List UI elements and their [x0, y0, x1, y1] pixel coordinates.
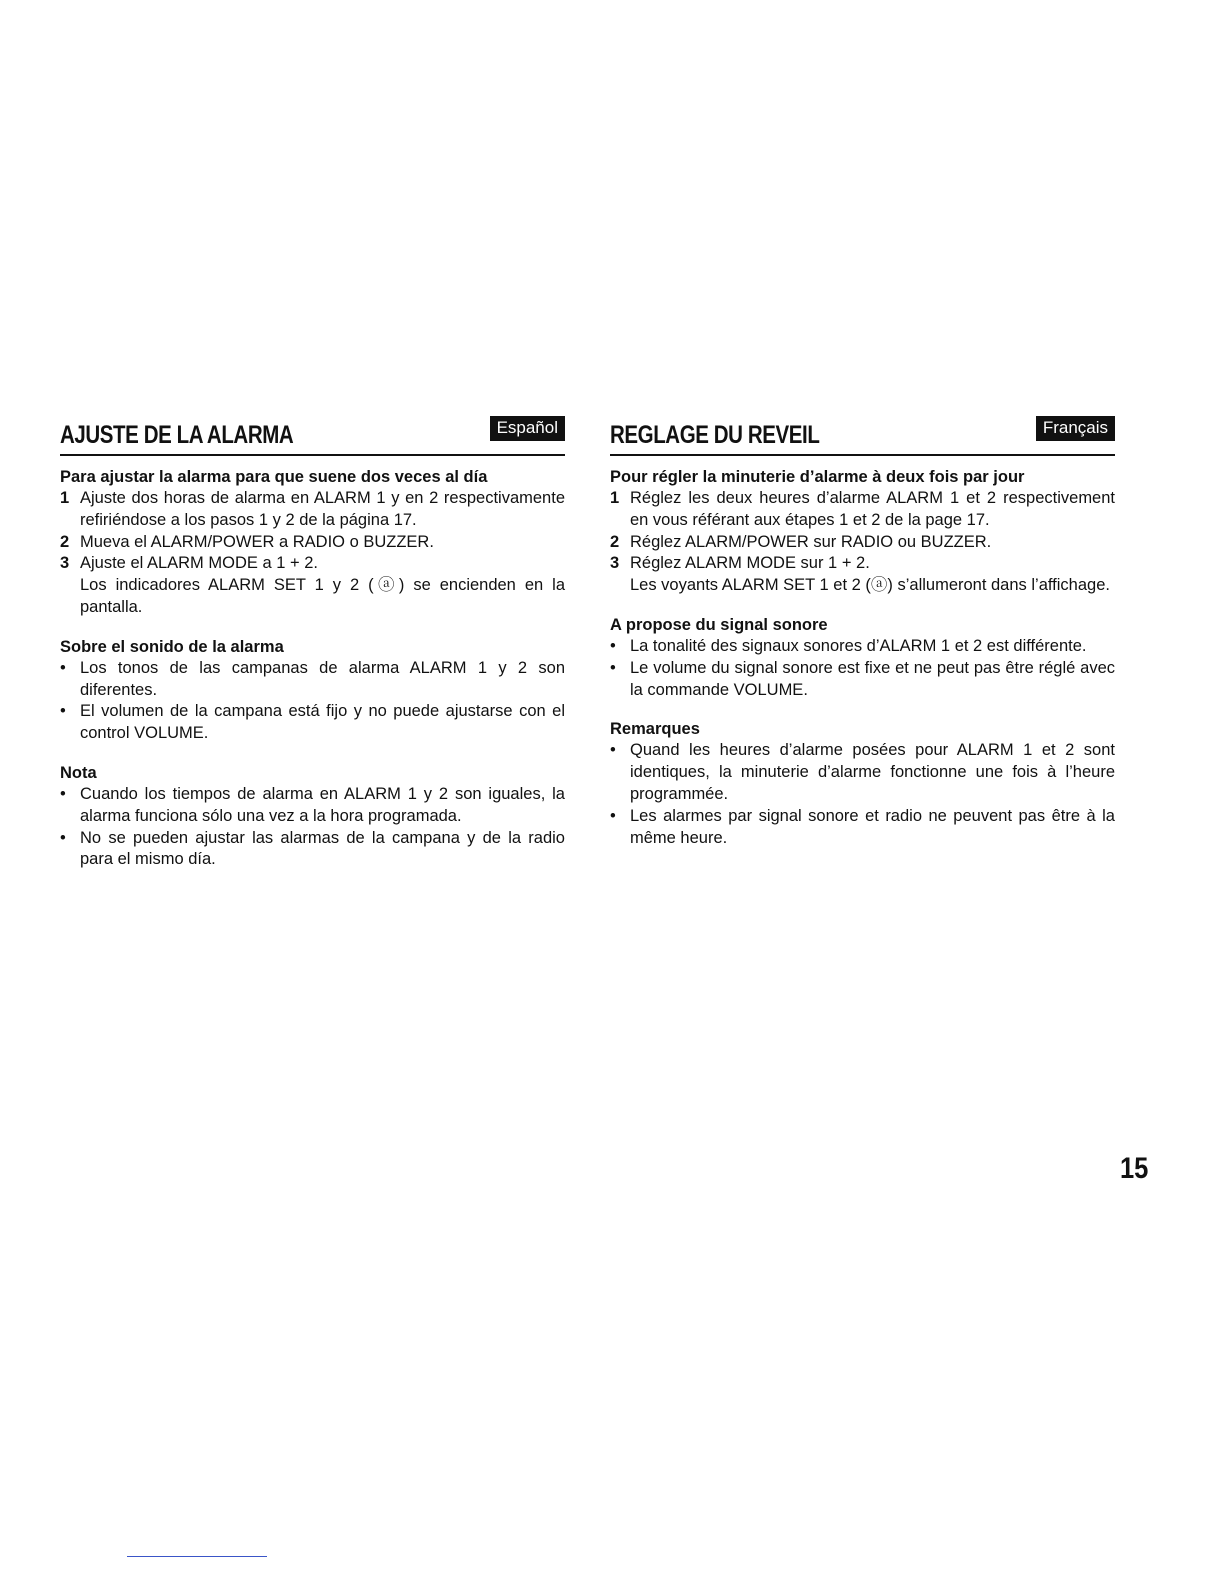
notes-section — [60, 762, 565, 871]
bullet-icon: • — [60, 828, 66, 847]
step-item — [610, 553, 1115, 597]
bullet-list — [610, 740, 1115, 849]
step-text: Réglez ALARM MODE sur 1 + 2. — [630, 554, 870, 573]
alarm-sound-section — [610, 614, 1115, 701]
bullet-icon: • — [610, 658, 616, 677]
bullet-list — [610, 636, 1115, 701]
bullet-icon: • — [60, 658, 66, 677]
section-heading: Remarques — [610, 720, 700, 739]
bullet-list — [60, 784, 565, 871]
list-item-text: El volumen de la campana está fijo y no puede ajustarse con el control VOLUME. — [80, 702, 565, 743]
list-item — [610, 658, 1115, 702]
step-number: 2 — [610, 532, 620, 551]
step-number: 3 — [610, 554, 620, 573]
section-heading: Pour régler la minuterie d’alarme à deux fois par jour — [610, 468, 1025, 486]
section-heading: Nota — [60, 763, 97, 782]
list-item-text: No se pueden ajustar las alarmas de la campana y de la radio para el mismo día. — [80, 828, 565, 869]
bullet-icon: • — [610, 636, 616, 655]
step-item — [60, 553, 565, 618]
step-text: Réglez les deux heures d’alarme ALARM 1 et 2 respectivement en vous référant aux étapes 1 et 2 de la page 17. — [630, 489, 1115, 529]
list-item-text: Los tonos de las campanas de alarma ALARM 1 y 2 son diferentes. — [80, 658, 565, 699]
step-text: Réglez ALARM/POWER sur RADIO ou BUZZER. — [630, 532, 992, 551]
set-alarm-section — [60, 466, 565, 619]
step-note: Los indicadores ALARM SET 1 y 2 (ⓐ) se encienden en la pantalla. — [80, 576, 565, 616]
steps-list — [60, 488, 565, 619]
steps-list — [610, 488, 1115, 597]
list-item-text: Le volume du signal sonore est fixe et ne peut pas être réglé avec la commande VOLUME. — [630, 658, 1115, 699]
step-item — [60, 532, 565, 554]
list-item-text: La tonalité des signaux sonores d’ALARM 1 et 2 est différente. — [630, 636, 1087, 655]
list-item — [60, 784, 565, 828]
step-item — [610, 532, 1115, 554]
list-item-text: Les alarmes par signal sonore et radio ne peuvent pas être à la même heure. — [630, 806, 1115, 847]
step-number: 2 — [60, 532, 70, 551]
step-text: Ajuste dos horas de alarma en ALARM 1 y en 2 respectivamente refiriéndose a los pasos 1 y 2 de la página 17. — [80, 489, 565, 529]
alarm-sound-section — [60, 636, 565, 745]
section-heading: A propose du signal sonore — [610, 615, 828, 634]
section-title: REGLAGE DU REVEIL — [610, 421, 820, 449]
french-column — [610, 414, 1115, 849]
section-title: AJUSTE DE LA ALARMA — [60, 421, 294, 449]
bullet-icon: • — [60, 784, 66, 803]
bullet-icon: • — [60, 702, 66, 721]
step-number: 1 — [60, 489, 70, 507]
list-item — [610, 806, 1115, 850]
list-item — [610, 636, 1115, 658]
list-item-text: Quand les heures d’alarme posées pour ALARM 1 et 2 sont identiques, la minuterie d’alarme fonctionne une fois à l’heure programmée. — [630, 741, 1115, 803]
section-heading: Sobre el sonido de la alarma — [60, 637, 284, 656]
section-header — [60, 414, 565, 456]
language-badge: Español — [490, 416, 565, 441]
section-heading: Para ajustar la alarma para que suene dos veces al día — [60, 468, 488, 486]
step-note: Les voyants ALARM SET 1 et 2 (ⓐ) s’allumeront dans l’affichage. — [630, 576, 1110, 595]
set-alarm-section — [610, 466, 1115, 597]
list-item — [60, 828, 565, 872]
page-number: 15 — [1120, 1152, 1149, 1185]
bullet-icon: • — [610, 741, 616, 760]
step-number: 1 — [610, 489, 620, 507]
step-number: 3 — [60, 554, 70, 573]
list-item-text: Cuando los tiempos de alarma en ALARM 1 y 2 son iguales, la alarma funciona sólo una vez a la hora programada. — [80, 784, 565, 825]
step-item — [60, 488, 565, 532]
footer-divider — [127, 1556, 267, 1557]
step-text: Mueva el ALARM/POWER a RADIO o BUZZER. — [80, 532, 434, 551]
step-item — [610, 488, 1115, 532]
bullet-list — [60, 658, 565, 745]
language-badge: Français — [1036, 416, 1115, 441]
list-item — [60, 658, 565, 702]
bullet-icon: • — [610, 806, 616, 825]
spanish-column — [60, 414, 565, 871]
section-header — [610, 414, 1115, 456]
notes-section — [610, 718, 1115, 849]
list-item — [60, 701, 565, 745]
step-text: Ajuste el ALARM MODE a 1 + 2. — [80, 554, 318, 573]
list-item — [610, 740, 1115, 805]
